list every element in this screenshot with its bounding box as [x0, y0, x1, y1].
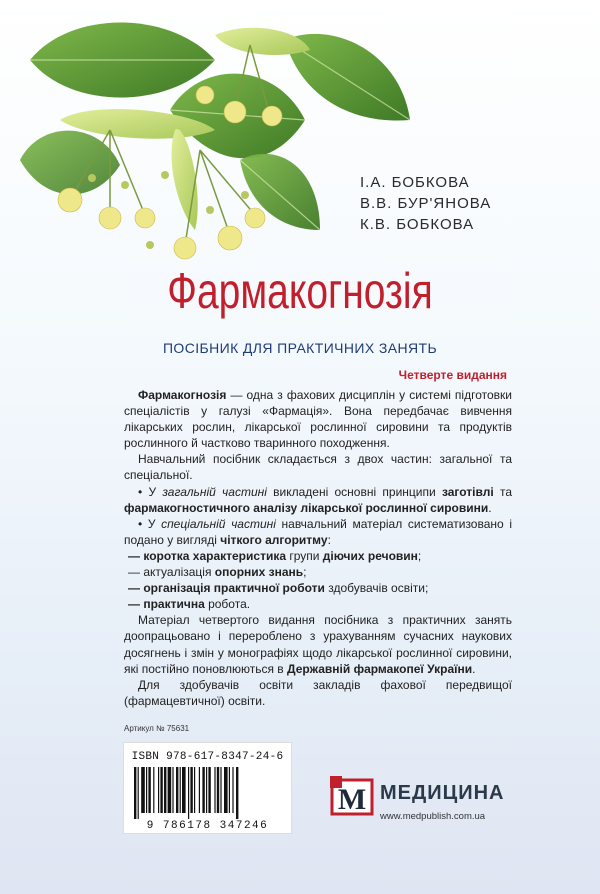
paragraph: Навчальний посібник складається з двох частин: загальної та спеціальної.	[124, 452, 512, 483]
paragraph: Фармакогнозія — одна з фахових дисциплін у системі підготовки спеціалістів у галузі «Фармація». Вона передбачає вивчення лікарських рослин, лікарської рослинної сировини та продуктів рослинного й частково тваринного походження.	[124, 388, 512, 451]
author-name: І.А. БОБКОВА	[360, 174, 470, 191]
annotation-text	[124, 387, 512, 709]
publisher-name: МЕДИЦИНА	[380, 782, 505, 804]
edition-label: Четверте видання	[398, 368, 507, 382]
paragraph: Для здобувачів освіти закладів фахової передвищої (фармацевтичної) освіти.	[124, 677, 512, 708]
linden-branch-illustration	[0, 0, 420, 300]
paragraph: • У загальній частині викладені основні принципи заготівлі та фармакогностичного аналізу лікарської рослинної сировини.	[124, 484, 512, 515]
list-item: — організація практичної роботи здобувачів освіти;	[128, 581, 429, 596]
authors-list	[360, 172, 491, 235]
book-title: Фармакогнозія	[167, 263, 433, 319]
barcode	[123, 742, 292, 834]
svg-text:M: M	[337, 783, 367, 816]
author-name: В.В. БУР'ЯНОВА	[360, 195, 492, 212]
list-item: — практична робота.	[128, 597, 251, 612]
list-item: — актуалізація опорних знань;	[128, 565, 307, 580]
paragraph: Матеріал четвертого видання посібника з практичних занять доопрацьовано і перероблено з урахуванням сучасних наукових досягнень і змін у монографіях щодо лікарської рослинної сировини, які постійно поновлюються в Державній фармакопеї України.	[124, 613, 512, 676]
barcode-bars-icon	[134, 767, 282, 819]
book-subtitle: ПОСІБНИК ДЛЯ ПРАКТИЧНИХ ЗАНЯТЬ	[162, 340, 438, 356]
ean-number: 9 786178 347246	[146, 820, 269, 832]
paragraph: • У спеціальній частині навчальний матеріал систематизовано і подано у вигляді чіткого алгоритму:	[124, 516, 512, 547]
author-name: К.В. БОБКОВА	[360, 216, 475, 233]
isbn-text: ISBN 978-617-8347-24-6	[131, 751, 284, 763]
publisher-url: www.medpublish.com.ua	[380, 811, 486, 822]
list-item: — коротка характеристика групи діючих речовин;	[128, 548, 422, 563]
article-number: Артикул № 75631	[124, 724, 190, 733]
publisher-logo-icon	[330, 776, 376, 816]
